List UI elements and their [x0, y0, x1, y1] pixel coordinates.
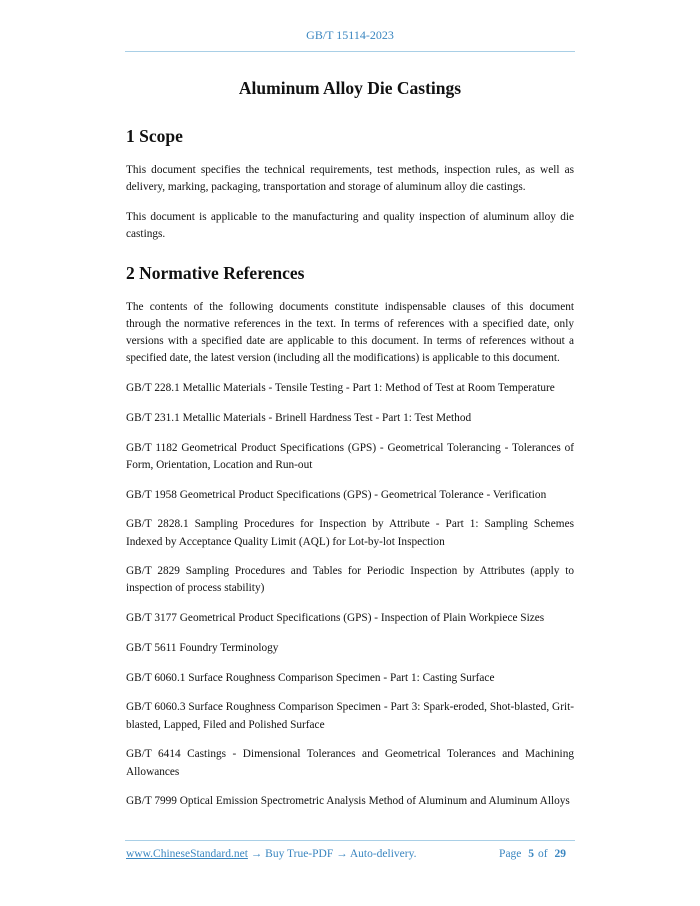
reference-item: GB/T 7999 Optical Emission Spectrometric Analysis Method of Aluminum and Aluminum Alloys [126, 795, 570, 808]
reference-item: GB/T 3177 Geometrical Product Specifications (GPS) - Inspection of Plain Workpiece Sizes [126, 612, 545, 625]
reference-item: GB/T 6060.1 Surface Roughness Comparison Specimen - Part 1: Casting Surface [126, 671, 495, 684]
header-doc-id: GB/T 15114-2023 [306, 28, 394, 42]
website-link[interactable]: www.ChineseStandard.net [126, 848, 248, 860]
reference-item: GB/T 6060.3 Surface Roughness Comparison Specimen - Part 3: Spark-eroded, Shot-blasted, Grit-blasted, Lapped, Filed and Polished Surface [126, 701, 574, 731]
reference-item: GB/T 6414 Castings - Dimensional Tolerances and Geometrical Tolerances and Machining Allowances [126, 748, 574, 778]
page-content [126, 76, 574, 823]
reference-item: GB/T 1958 Geometrical Product Specifications (GPS) - Geometrical Tolerance - Verification [126, 488, 547, 501]
reference-item: GB/T 228.1 Metallic Materials - Tensile Testing - Part 1: Method of Test at Room Temperature [126, 382, 555, 395]
of-label: of [538, 848, 548, 860]
paragraph: This document specifies the technical requirements, test methods, inspection rules, as well as delivery, marking, packaging, transportation and storage of aluminum alloy die castings. [126, 164, 574, 194]
section-heading: 2 Normative References [126, 262, 305, 283]
paragraph: The contents of the following documents constitute indispensable clauses of this document through the normative references in the text. In terms of references with a specified date, only versions with a specified date are applicable to this document. In terms of references without a specified date, the latest version (including all the modifications) is applicable to this document. [126, 300, 574, 365]
total-pages: 29 [554, 848, 566, 860]
section-heading: 1 Scope [126, 126, 183, 146]
header-divider [125, 51, 575, 52]
reference-item: GB/T 1182 Geometrical Product Specifications (GPS) - Geometrical Tolerancing - Tolerances of Form, Orientation, Location and Run-out [126, 441, 574, 471]
reference-item: GB/T 5611 Foundry Terminology [126, 641, 279, 654]
page-number: 5 [528, 848, 535, 860]
reference-item: GB/T 2829 Sampling Procedures and Tables for Periodic Inspection by Attributes (apply to inspection of process stability) [126, 565, 574, 595]
section-scope [126, 124, 574, 244]
reference-item: GB/T 2828.1 Sampling Procedures for Inspection by Attribute - Part 1: Sampling Schemes Indexed by Acceptance Quality Limit (AQL) for Lot-by-lot Inspection [126, 518, 574, 548]
paragraph: This document is applicable to the manufacturing and quality inspection of aluminum alloy die castings. [126, 210, 574, 241]
document-title: Aluminum Alloy Die Castings [238, 78, 462, 98]
footer [126, 848, 574, 860]
section-normative-references [126, 261, 574, 811]
reference-item: GB/T 231.1 Metallic Materials - Brinell Hardness Test - Part 1: Test Method [126, 411, 472, 424]
page-indicator [499, 848, 570, 860]
footer-text: → Buy True-PDF → Auto-delivery. [247, 848, 417, 860]
page-label: Page [499, 848, 522, 860]
footer-divider [125, 840, 575, 841]
